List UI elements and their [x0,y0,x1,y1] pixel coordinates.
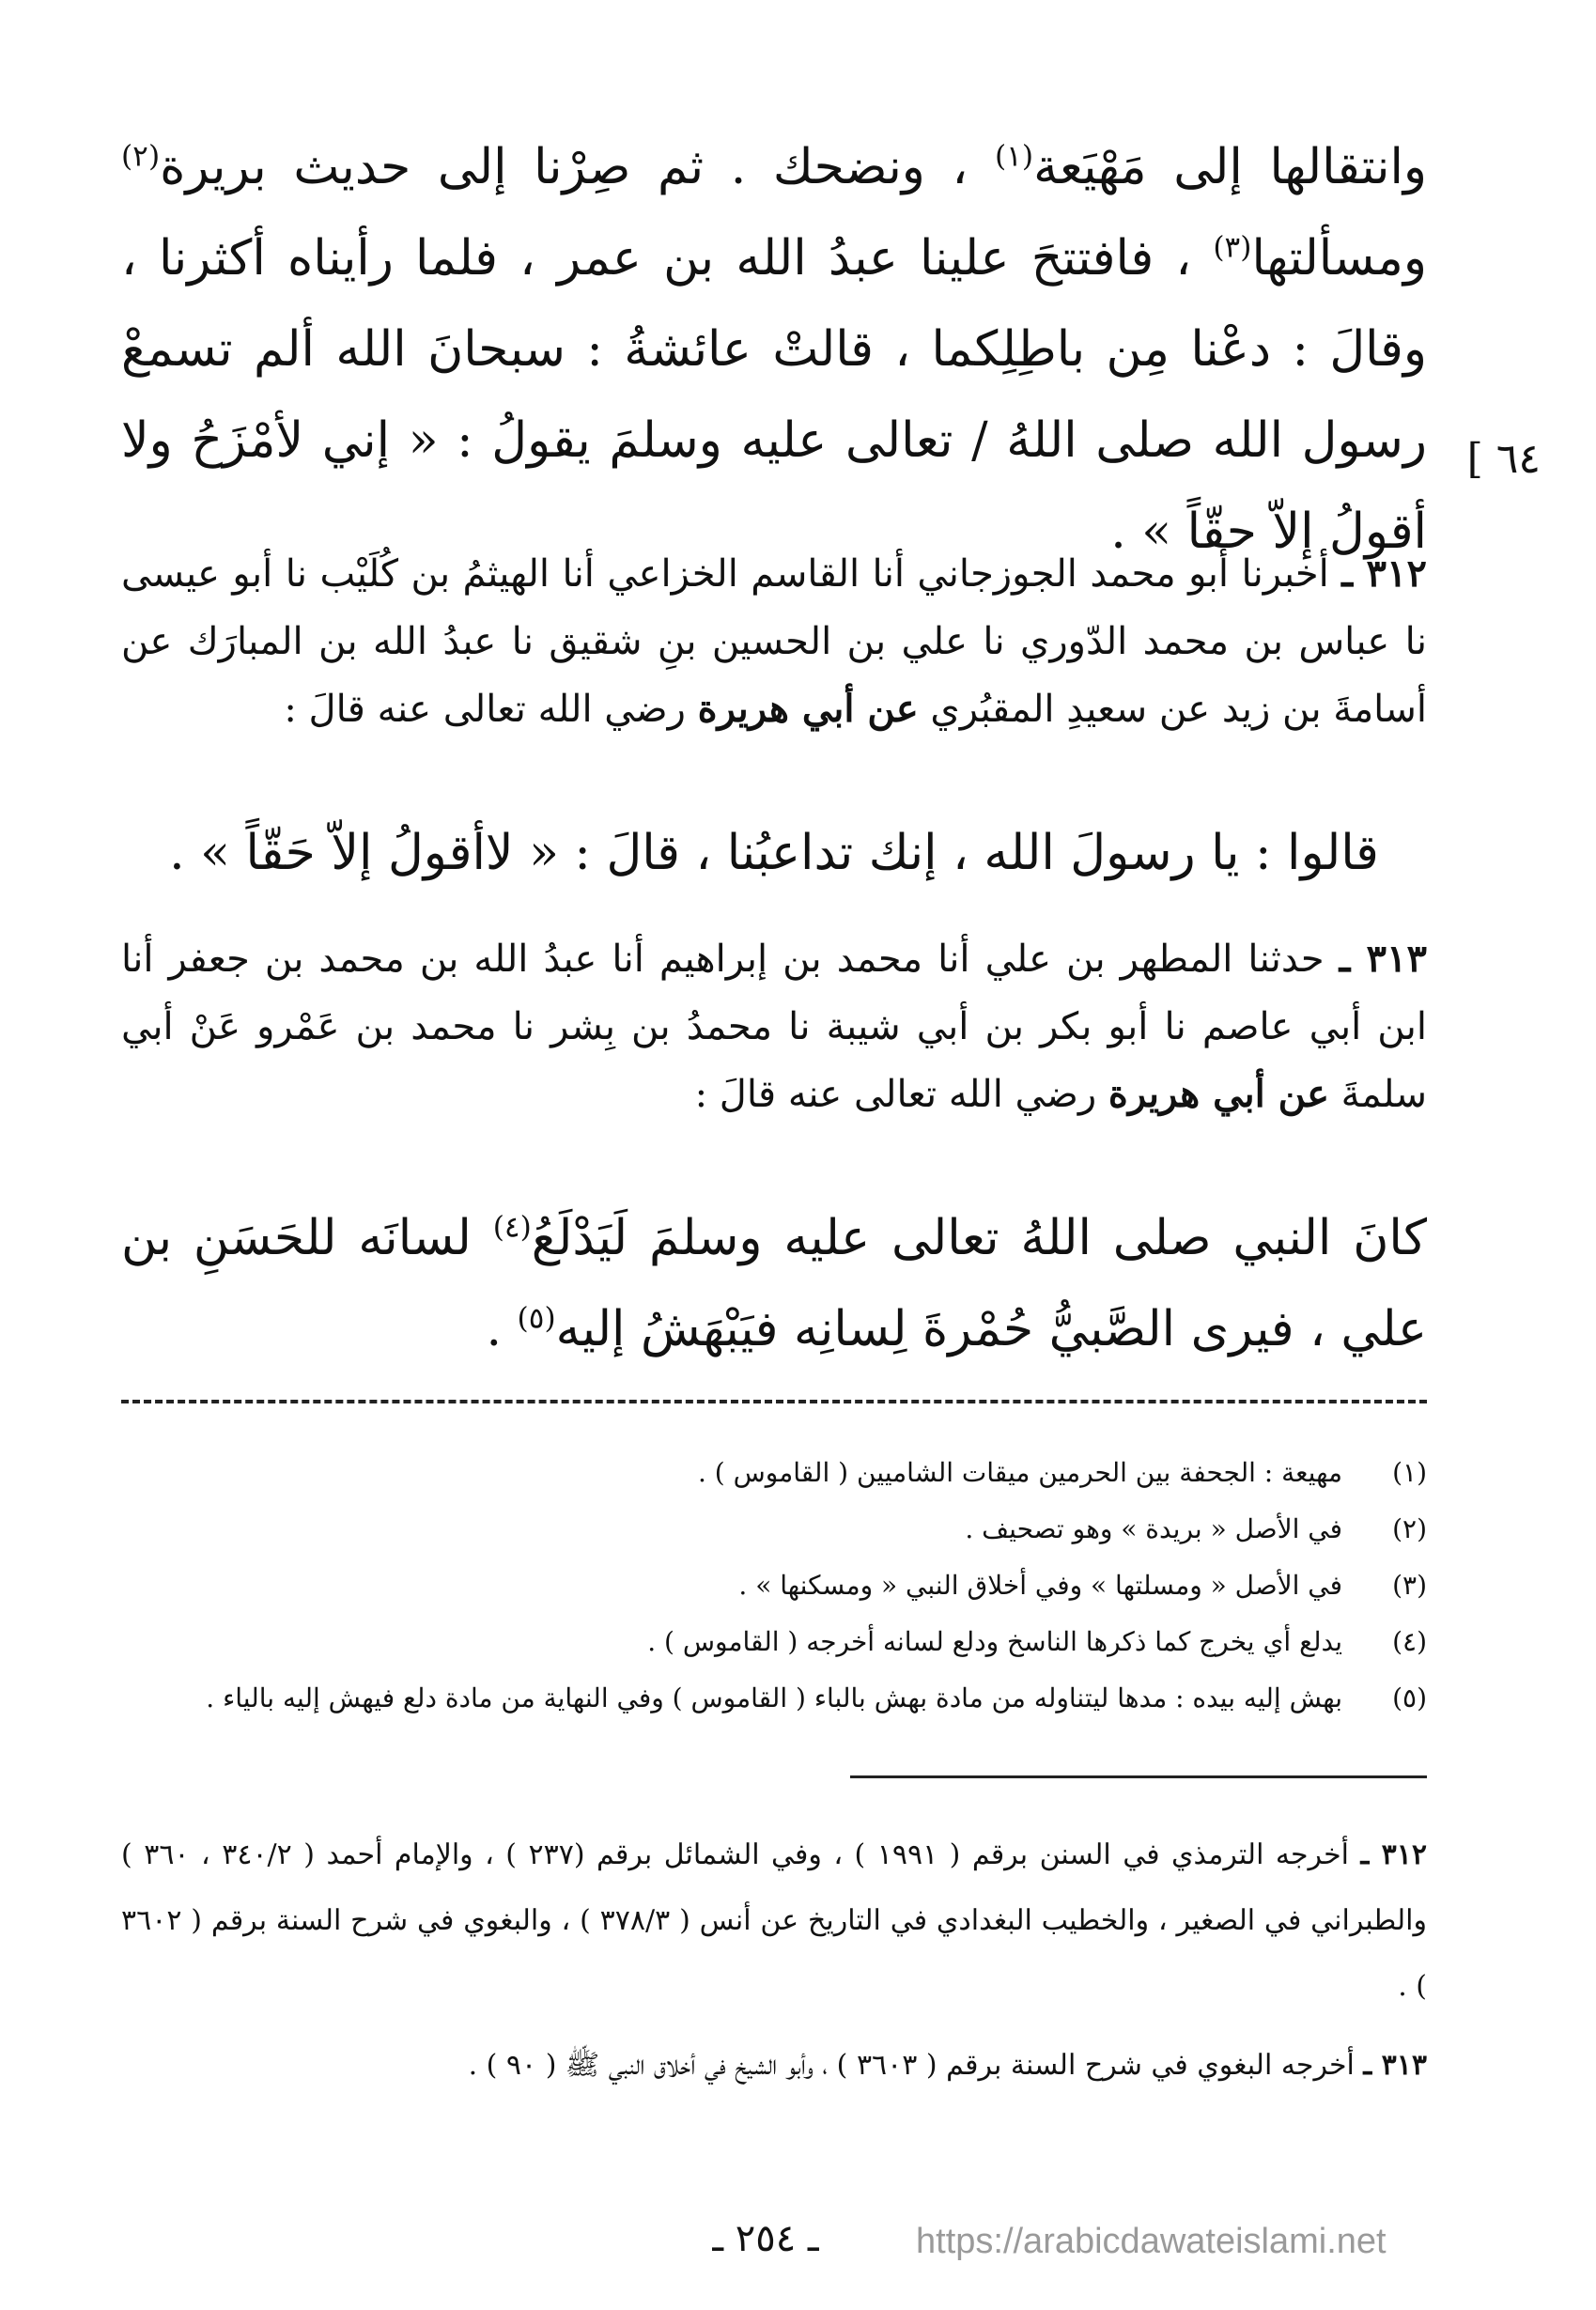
text-segment: ، ونضحك . ثم صِرْنا إلى حديث بريرة [160,139,995,195]
isnad-narrator: عن أبي هريرة [1108,1072,1329,1116]
footnotes [121,1445,1427,1727]
footnote-text: يدلع أي يخرج كما ذكرها الناسخ ودلع لسانه أخرجه ( القاموس ) . [647,1626,1342,1657]
page-number: ـ ٢٥٤ ـ [712,2217,819,2260]
footnote-text: في الأصل « ومسلتها » وفي أخلاق النبي « ومسكنها » . [738,1570,1342,1601]
footnote-number: (٥) [1392,1682,1427,1713]
watermark-url: https://arabicdawateislami.net [916,2222,1387,2261]
footnote-text: في الأصل « بريدة » وهو تصحيف . [965,1513,1342,1544]
hadith-number: ٣١٢ ـ [1341,551,1427,596]
matn-text: كانَ النبي صلى اللهُ تعالى عليه وسلمَ لَيَدْلَعُ [531,1210,1428,1266]
matn-text: لسانَه للحَسَنِ بن علي ، فيرى الصَّبيُّ حُمْرةَ لِسانِه فيَبْهَشُ إليه [121,1210,1427,1357]
footnote-number: (٤) [1392,1626,1427,1657]
takhrij-text: أخرجه الترمذي في السنن برقم ( ١٩٩١ ) ، وفي الشمائل برقم (٢٣٧ ) ، والإمام أحمد ( ٣٤٠/٢ ، ٣٦٠ ) والطبراني في الصغير ، والخطيب البغدادي في التاريخ عن أنس ( ٣٧٨/٣ ) ، والبغوي في شرح السنة برقم ( ٣٦٠٢ ) . [121,1838,1427,2003]
manuscript-page-marker: ٦٤ ] [1466,435,1541,483]
text-segment: وانتقالها إلى مَهْيَعة [1033,139,1427,195]
footnote-ref-1: (١) [994,139,1034,174]
hadith-311-continuation [121,122,1427,578]
footnote-ref-4: (٤) [492,1210,532,1245]
takhrij-entry [121,1822,1427,2020]
footnote [121,1670,1427,1727]
isnad-text: حدثنا المطهر بن علي أنا محمد بن إبراهيم أنا عبدُ الله بن محمد بن جعفر أنا ابن أبي عاصم نا أبو بكر بن أبي شيبة نا محمدُ بن بِشر نا محمد بن عَمْرو عَنْ أبي سلمةَ [121,938,1427,1116]
footnote-number: (٢) [1392,1513,1427,1544]
takhrij-notes [121,1822,1427,2099]
isnad-text: رضي الله تعالى عنه قالَ : [284,688,698,731]
footnote-ref-5: (٥) [517,1301,556,1336]
takhrij-number: ٣١٢ ـ [1360,1838,1427,1871]
hadith-313-matn [121,1193,1427,1375]
footnote-ref-2: (٢) [121,139,161,174]
matn-text: . [486,1301,518,1357]
takhrij-text: أخرجه البغوي في شرح السنة برقم ( ٣٦٠٣ ) ، وأبو الشيخ في أخلاق النبي ﷺ ( ٩٠ ) . [468,2049,1364,2082]
isnad-narrator: عن أبي هريرة [697,687,919,731]
takhrij-entry [121,2033,1427,2099]
footnote-text: مهيعة : الجحفة بين الحرمين ميقات الشاميين ( القاموس ) . [697,1457,1342,1488]
footnote [121,1614,1427,1670]
footnote [121,1501,1427,1558]
footnote-ref-3: (٣) [1213,230,1252,265]
hadith-313-isnad [121,925,1427,1128]
text-segment: ومسألتها [1251,230,1427,287]
text-segment: ، فافتتحَ علينا عبدُ الله بن عمر ، فلما رأيناه أكثرنا ، وقالَ : دعْنا مِن باطِلِكما ، قالتْ عائشةُ : سبحانَ الله ألم تسمعْ رسول الله صلى اللهُ / تعالى عليه وسلمَ يقولُ : « إني لأمْزَحُ ولا أقولُ إلاّ حقّاً » . [121,230,1427,560]
footnote-number: (١) [1392,1457,1427,1488]
takhrij-number: ٣١٣ ـ [1363,2049,1427,2082]
footnote-text: بهش إليه بيده : مدها ليتناوله من مادة بهش بالباء ( القاموس ) وفي النهاية من مادة دلع فيهش إليه بالياء . [206,1682,1342,1713]
isnad-text: أخبرنا أبو محمد الجوزجاني أنا القاسم الخزاعي أنا الهيثمُ بن كُلَيْب نا أبو عيسى نا عباس بن محمد الدّوري نا علي بن الحسين بنِ شقيق نا عبدُ الله بن المبارَك عن أسامةَ بن زيد عن سعيدِ المقبُري [121,552,1427,731]
hadith-312-isnad [121,540,1427,743]
footnote [121,1445,1427,1501]
takhrij-divider [850,1775,1427,1778]
isnad-text: رضي الله تعالى عنه قالَ : [694,1073,1108,1116]
footnote-number: (٣) [1392,1570,1427,1601]
hadith-number: ٣١٣ ـ [1339,937,1427,981]
footnote-divider [121,1400,1427,1403]
hadith-312-matn: قالوا : يا رسولَ الله ، إنك تداعبُنا ، قالَ : « لاأقولُ إلاّ حَقّاً » . [169,825,1379,881]
footnote [121,1558,1427,1614]
